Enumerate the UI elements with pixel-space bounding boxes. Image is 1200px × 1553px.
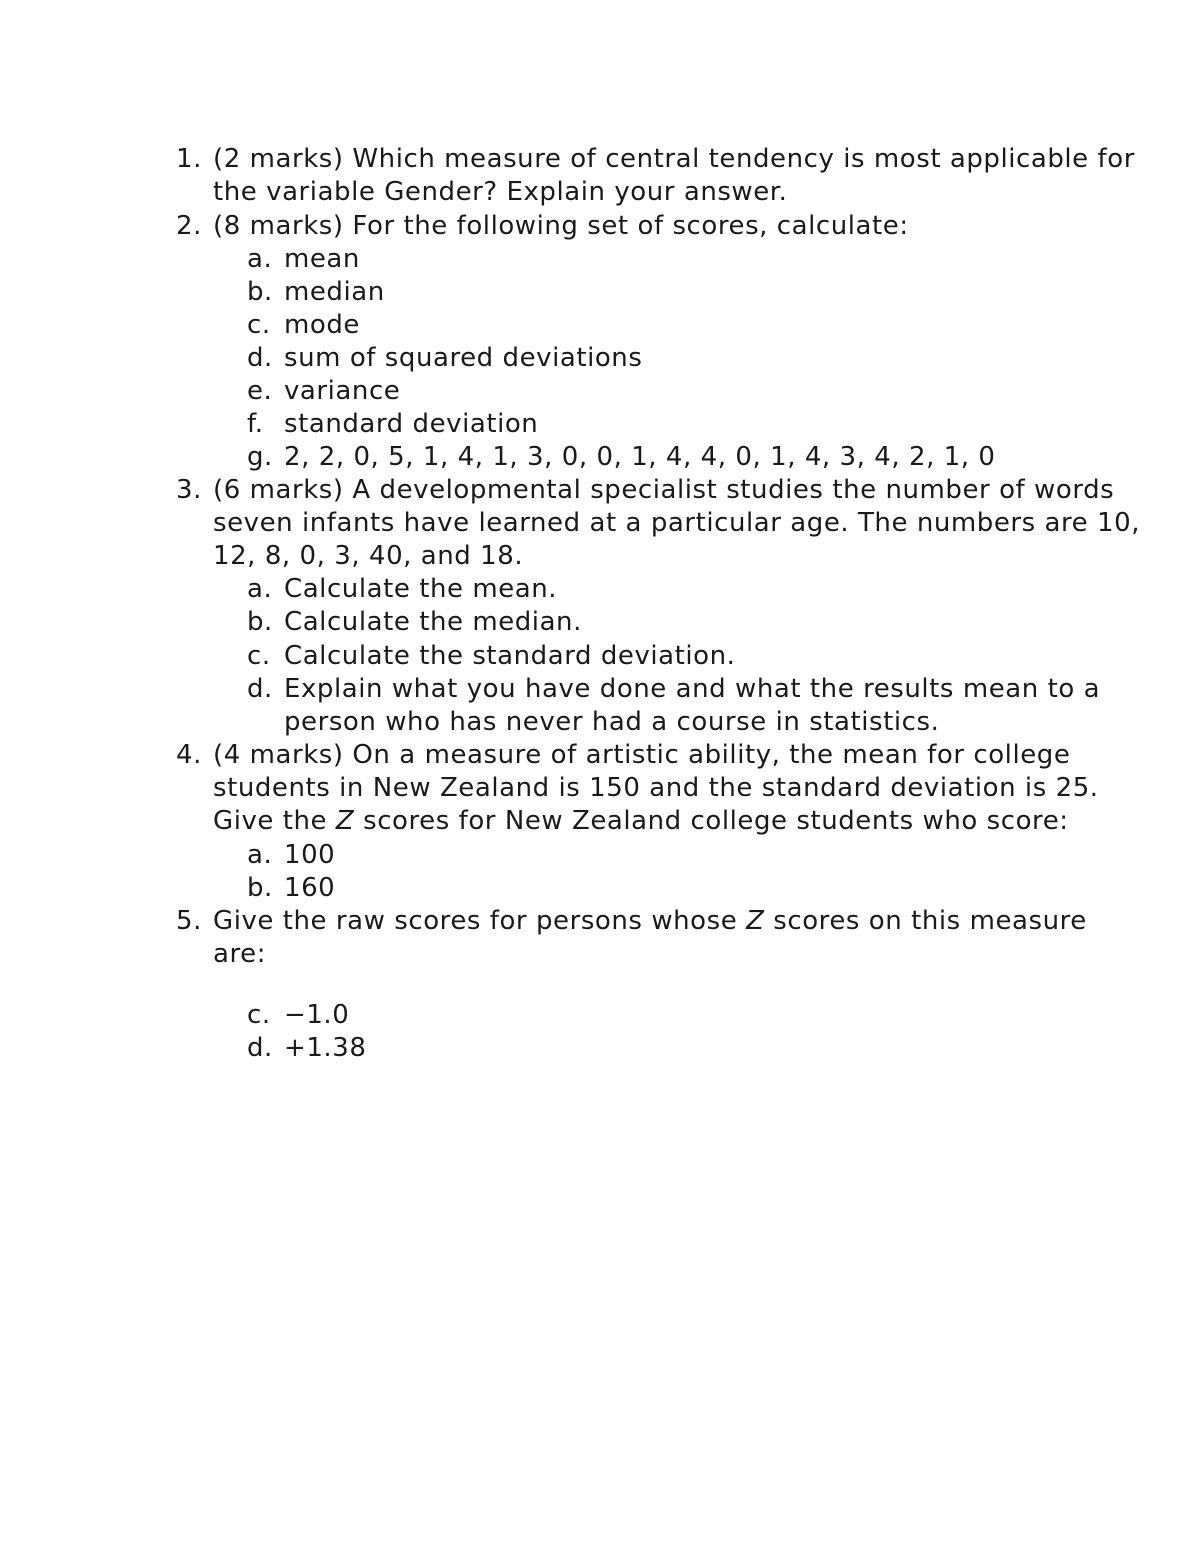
item-text: Calculate the standard deviation.	[284, 641, 736, 671]
item-text: +1.38	[284, 1033, 367, 1063]
question-2	[176, 210, 909, 243]
list-item	[247, 673, 1100, 706]
item-label: c.	[247, 310, 271, 340]
item-label: b.	[247, 873, 273, 903]
z-symbol: Z	[746, 906, 765, 936]
question-3	[176, 474, 1114, 507]
item-text: median	[284, 277, 385, 307]
question-4	[176, 739, 1070, 772]
list-item	[247, 640, 735, 673]
item-label: a.	[247, 244, 273, 274]
item-text: 160	[284, 873, 336, 903]
item-text: variance	[284, 376, 401, 406]
item-label: b.	[247, 607, 273, 637]
question-text-continued: the variable Gender? Explain your answer.	[213, 177, 788, 207]
question-text-continued: students in New Zealand is 150 and the standard deviation is 25.	[213, 773, 1099, 803]
text-segment: scores for New Zealand college students who score:	[354, 806, 1069, 836]
item-label: d.	[247, 343, 273, 373]
item-label: e.	[247, 376, 273, 406]
question-text-continued: seven infants have learned at a particular age. The numbers are 10,	[213, 508, 1141, 538]
question-5	[176, 905, 1087, 938]
list-item	[247, 872, 335, 905]
item-label: c.	[247, 1000, 271, 1030]
item-label: d.	[247, 674, 273, 704]
list-item	[247, 276, 385, 309]
question-number: 2.	[176, 211, 202, 241]
list-item	[247, 839, 335, 872]
text-segment: Give the	[213, 806, 336, 836]
question-number: 3.	[176, 475, 202, 505]
question-text-continued	[213, 805, 1069, 838]
item-text: Calculate the mean.	[284, 574, 558, 604]
question-number: 5.	[176, 906, 202, 936]
list-item-continued: person who has never had a course in statistics.	[284, 707, 940, 737]
question-number: 1.	[176, 144, 202, 174]
item-text: mean	[284, 244, 360, 274]
question-text: (2 marks) Which measure of central tendency is most applicable for	[213, 144, 1135, 174]
item-label: a.	[247, 574, 273, 604]
list-item	[247, 1032, 366, 1065]
z-symbol: Z	[335, 806, 355, 836]
list-item	[247, 573, 557, 606]
list-item	[247, 408, 538, 441]
list-item	[247, 375, 400, 408]
question-text: (8 marks) For the following set of scores, calculate:	[213, 211, 909, 241]
list-item	[247, 243, 360, 276]
text-segment: scores on this measure	[764, 906, 1087, 936]
item-text: standard deviation	[284, 409, 539, 439]
item-label: g.	[247, 442, 273, 472]
item-label: d.	[247, 1033, 273, 1063]
list-item	[247, 999, 349, 1032]
question-text-continued: are:	[213, 939, 267, 969]
item-text: Explain what you have done and what the results mean to a	[284, 674, 1101, 704]
list-item	[247, 309, 360, 342]
list-item	[247, 441, 996, 474]
list-item	[247, 606, 582, 639]
item-label: f.	[247, 409, 264, 439]
item-text: 100	[284, 840, 336, 870]
item-label: b.	[247, 277, 273, 307]
question-text-continued: 12, 8, 0, 3, 40, and 18.	[213, 541, 524, 571]
item-label: c.	[247, 641, 271, 671]
question-text: (4 marks) On a measure of artistic ability, the mean for college	[213, 740, 1071, 770]
item-label: a.	[247, 840, 273, 870]
item-text: sum of squared deviations	[284, 343, 643, 373]
text-segment: Give the raw scores for persons whose	[213, 906, 747, 936]
question-1	[176, 143, 1135, 176]
item-text: −1.0	[284, 1000, 350, 1030]
item-text: 2, 2, 0, 5, 1, 4, 1, 3, 0, 0, 1, 4, 4, 0, 1, 4, 3, 4, 2, 1, 0	[284, 442, 996, 472]
item-text: mode	[284, 310, 360, 340]
item-text: Calculate the median.	[284, 607, 582, 637]
question-text: (6 marks) A developmental specialist studies the number of words	[213, 475, 1115, 505]
list-item	[247, 342, 642, 375]
question-number: 4.	[176, 740, 202, 770]
